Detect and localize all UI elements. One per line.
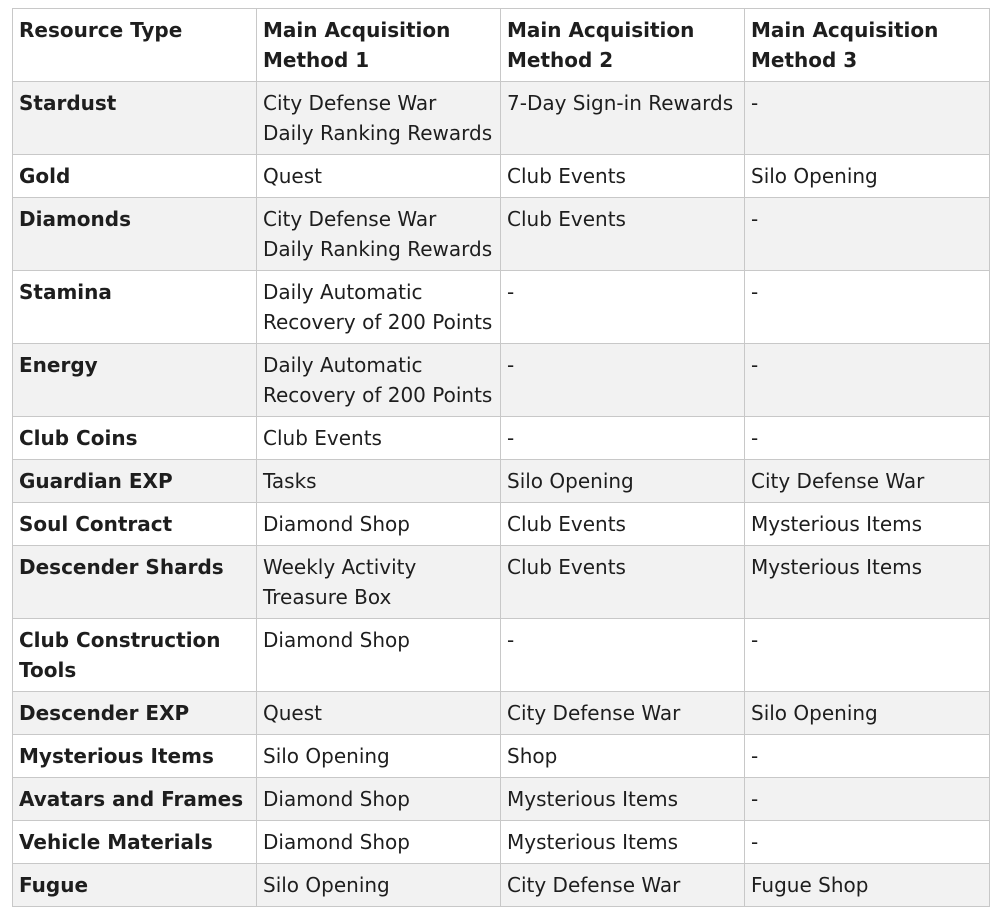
method-1-cell: Silo Opening — [257, 735, 501, 778]
method-3-cell: - — [745, 417, 990, 460]
method-2-cell: Mysterious Items — [501, 821, 745, 864]
method-1-cell: City Defense War Daily Ranking Rewards — [257, 82, 501, 155]
method-3-cell: Fugue Shop — [745, 864, 990, 907]
table-row — [13, 864, 990, 907]
method-1-cell: Diamond Shop — [257, 619, 501, 692]
method-3-cell: - — [745, 735, 990, 778]
method-2-cell: Club Events — [501, 546, 745, 619]
method-1-cell: Tasks — [257, 460, 501, 503]
method-2-cell: City Defense War — [501, 692, 745, 735]
resource-table-container — [12, 8, 989, 907]
resource-cell: Mysterious Items — [13, 735, 257, 778]
header-resource-type: Resource Type — [13, 9, 257, 82]
method-1-cell: Diamond Shop — [257, 503, 501, 546]
method-2-cell: - — [501, 619, 745, 692]
method-2-cell: City Defense War — [501, 864, 745, 907]
method-1-cell: Daily Automatic Recovery of 200 Points — [257, 271, 501, 344]
method-2-cell: - — [501, 344, 745, 417]
method-3-cell: - — [745, 778, 990, 821]
resource-cell: Guardian EXP — [13, 460, 257, 503]
resource-cell: Avatars and Frames — [13, 778, 257, 821]
method-1-cell: Quest — [257, 692, 501, 735]
table-row — [13, 155, 990, 198]
method-1-cell: Quest — [257, 155, 501, 198]
method-3-cell: - — [745, 619, 990, 692]
resource-cell: Vehicle Materials — [13, 821, 257, 864]
method-3-cell: - — [745, 271, 990, 344]
table-row — [13, 619, 990, 692]
table-row — [13, 417, 990, 460]
method-1-cell: Club Events — [257, 417, 501, 460]
method-1-cell: City Defense War Daily Ranking Rewards — [257, 198, 501, 271]
method-3-cell: City Defense War — [745, 460, 990, 503]
resource-acquisition-table — [12, 8, 990, 907]
method-2-cell: - — [501, 271, 745, 344]
method-1-cell: Silo Opening — [257, 864, 501, 907]
method-2-cell: - — [501, 417, 745, 460]
method-2-cell: Club Events — [501, 503, 745, 546]
table-row — [13, 546, 990, 619]
method-2-cell: Shop — [501, 735, 745, 778]
resource-cell: Diamonds — [13, 198, 257, 271]
table-row — [13, 692, 990, 735]
method-2-cell: Silo Opening — [501, 460, 745, 503]
table-header-row — [13, 9, 990, 82]
method-3-cell: Mysterious Items — [745, 503, 990, 546]
resource-cell: Fugue — [13, 864, 257, 907]
table-row — [13, 271, 990, 344]
table-row — [13, 778, 990, 821]
method-3-cell: Silo Opening — [745, 692, 990, 735]
table-row — [13, 503, 990, 546]
method-1-cell: Weekly Activity Treasure Box — [257, 546, 501, 619]
resource-cell: Soul Contract — [13, 503, 257, 546]
resource-cell: Energy — [13, 344, 257, 417]
resource-cell: Stamina — [13, 271, 257, 344]
header-method-2: Main Acquisition Method 2 — [501, 9, 745, 82]
method-2-cell: 7-Day Sign-in Rewards — [501, 82, 745, 155]
header-method-3: Main Acquisition Method 3 — [745, 9, 990, 82]
method-3-cell: - — [745, 198, 990, 271]
resource-cell: Club Coins — [13, 417, 257, 460]
method-2-cell: Mysterious Items — [501, 778, 745, 821]
table-row — [13, 344, 990, 417]
header-method-1: Main Acquisition Method 1 — [257, 9, 501, 82]
method-2-cell: Club Events — [501, 198, 745, 271]
resource-cell: Descender Shards — [13, 546, 257, 619]
resource-cell: Descender EXP — [13, 692, 257, 735]
method-1-cell: Diamond Shop — [257, 821, 501, 864]
method-2-cell: Club Events — [501, 155, 745, 198]
resource-cell: Club Construction Tools — [13, 619, 257, 692]
method-3-cell: - — [745, 821, 990, 864]
table-row — [13, 82, 990, 155]
method-3-cell: Mysterious Items — [745, 546, 990, 619]
method-1-cell: Daily Automatic Recovery of 200 Points — [257, 344, 501, 417]
table-row — [13, 198, 990, 271]
resource-cell: Stardust — [13, 82, 257, 155]
table-row — [13, 735, 990, 778]
table-row — [13, 460, 990, 503]
method-3-cell: - — [745, 82, 990, 155]
method-1-cell: Diamond Shop — [257, 778, 501, 821]
method-3-cell: - — [745, 344, 990, 417]
method-3-cell: Silo Opening — [745, 155, 990, 198]
table-row — [13, 821, 990, 864]
resource-cell: Gold — [13, 155, 257, 198]
